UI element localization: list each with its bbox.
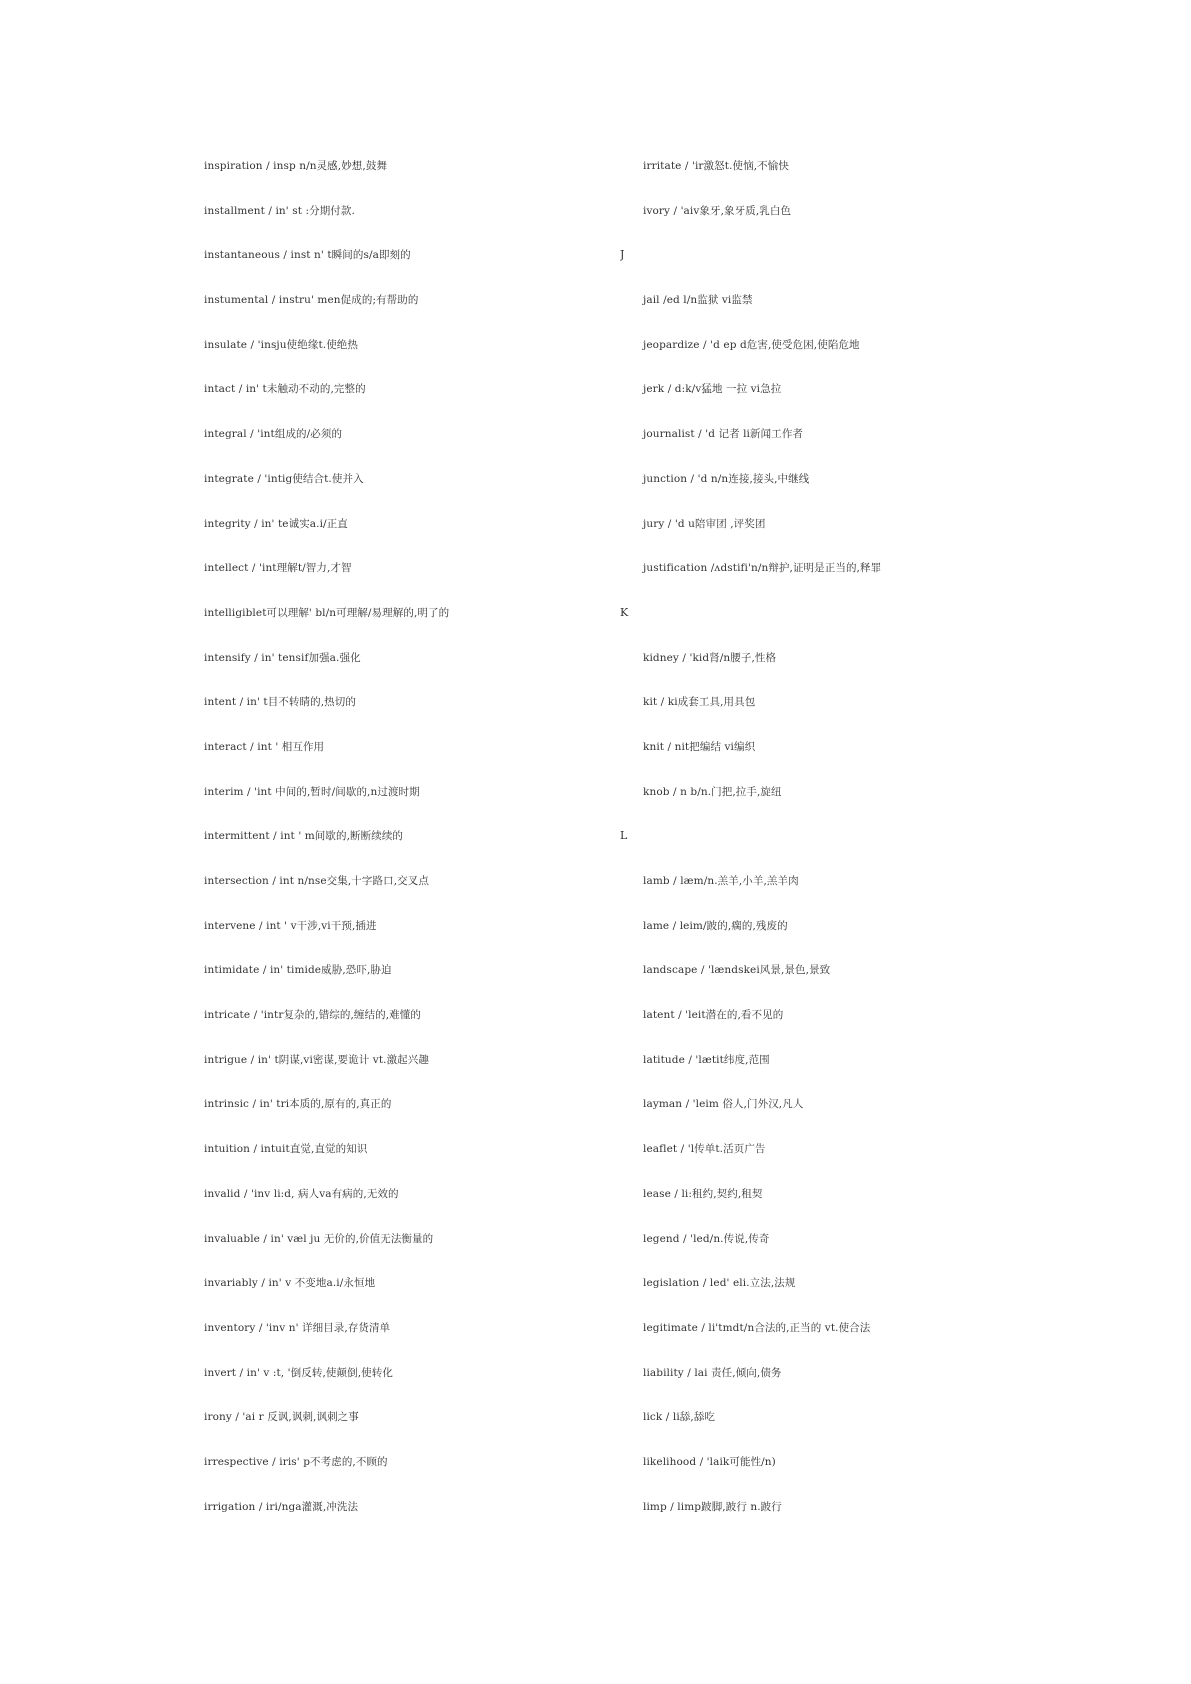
glossary-entry: irrespective / iris' p不考虑的,不顾的: [204, 1455, 388, 1468]
glossary-entry: inventory / 'inv n' 详细目录,存货清单: [204, 1321, 391, 1334]
glossary-entry: installment / in' st :分期付款.: [204, 204, 355, 217]
glossary-entry: intensify / in' tensif加强a.强化: [204, 651, 361, 664]
glossary-entry: invariably / in' v 不变地a.i/永恒地: [204, 1277, 376, 1290]
glossary-entry: jeopardize / 'd ep d危害,使受危困,使陷危地: [643, 338, 860, 351]
glossary-entry: lease / li:租约,契约,租契: [643, 1187, 763, 1200]
glossary-entry: kit / ki成套工具,用具包: [643, 696, 756, 709]
glossary-entry: intervene / int ' v干涉,vi干预,插进: [204, 919, 377, 932]
glossary-entry: leaflet / 'l传单t.活页广告: [643, 1143, 766, 1156]
glossary-entry: legend / 'led/n.传说,传奇: [643, 1232, 770, 1245]
glossary-entry: integrity / in' te诚实a.i/正直: [204, 517, 348, 530]
section-letter: K: [620, 605, 629, 619]
glossary-entry: journalist / 'd 记者 li新闻工作者: [643, 428, 804, 441]
glossary-entry: integral / 'int组成的/必须的: [204, 428, 343, 441]
glossary-entry: legislation / led' eli.立法,法规: [643, 1277, 796, 1290]
glossary-entry: intact / in' t未触动不动的,完整的: [204, 383, 366, 396]
glossary-entry: lame / leim/跛的,瘸的,残废的: [643, 919, 788, 932]
glossary-entry: latitude / 'lætit纬度,范围: [643, 1053, 770, 1066]
glossary-entry: liability / lai 责任,倾向,债务: [643, 1366, 782, 1379]
glossary-entry: intersection / int n/nse交集,十字路口,交叉点: [204, 875, 429, 887]
glossary-entry: interim / 'int 中间的,暂时/间歇的,n过渡时期: [204, 785, 420, 798]
glossary-entry: legitimate / li'tmdt/n合法的,正当的 vt.使合法: [643, 1321, 871, 1334]
glossary-entry: justification /ʌdstifi'n/n辩护,证明是正当的,释罪: [643, 562, 882, 575]
glossary-entry: intricate / 'intr复杂的,错综的,缠结的,难懂的: [204, 1009, 421, 1022]
right-column: [620, 158, 1040, 1543]
glossary-entry: intrigue / in' t阴谋,vi密谋,要诡计 vt.激起兴趣: [204, 1053, 429, 1066]
glossary-entry: lick / li舔,舔吃: [643, 1411, 716, 1424]
glossary-entry: jury / 'd u陪审团 ,评奖团: [643, 517, 766, 530]
glossary-entry: likelihood / 'laik可能性/n): [643, 1455, 776, 1468]
glossary-entry: layman / 'leim 俗人,门外汉,凡人: [643, 1098, 804, 1111]
glossary-entry: irony / 'ai r 反讽,讽刺,讽刺之事: [204, 1411, 359, 1424]
glossary-entry: jail /ed l/n监狱 vi监禁: [643, 294, 753, 307]
glossary-entry: knob / n b/n.门把,拉手,旋纽: [643, 785, 782, 798]
glossary-entry: junction / 'd n/n连接,接头,中继线: [643, 472, 810, 485]
glossary-entry: irritate / 'ir激怒t.使恼,不愉快: [643, 160, 789, 172]
glossary-entry: invert / in' v :t, '倒反转,使颠倒,使转化: [204, 1366, 393, 1379]
glossary-entry: intent / in' t目不转睛的,热切的: [204, 696, 356, 709]
glossary-entry: intermittent / int ' m间歇的,断断续续的: [204, 830, 404, 843]
glossary-entry: invalid / 'inv li:d, 病人va有病的,无效的: [204, 1187, 399, 1200]
glossary-entry: irrigation / iri/nga灌溉,冲洗法: [204, 1500, 359, 1513]
glossary-entry: lamb / læm/n.羔羊,小羊,羔羊肉: [643, 875, 799, 887]
section-letter: L: [620, 829, 628, 843]
glossary-entry: intimidate / in' timide威胁,恐吓,胁迫: [204, 964, 392, 977]
glossary-entry: jerk / d:k/v猛地 一拉 vi急拉: [643, 383, 782, 396]
glossary-entry: intuition / intuit直觉,直觉的知识: [204, 1143, 368, 1156]
glossary-entry: intelligiblet可以理解' bl/n可理解/易理解的,明了的: [204, 606, 450, 619]
left-column: [204, 158, 604, 1543]
glossary-entry: intrinsic / in' tri本质的,原有的,真正的: [204, 1098, 392, 1111]
glossary-entry: instumental / instru' men促成的;有帮助的: [204, 294, 419, 307]
glossary-entry: invaluable / in' væl ju 无价的,价值无法衡量的: [204, 1232, 434, 1245]
glossary-entry: intellect / 'int理解t/智力,才智: [204, 562, 352, 575]
glossary-entry: instantaneous / inst n' t瞬间的s/a即刻的: [204, 249, 411, 262]
section-letter: J: [620, 248, 625, 262]
glossary-entry: interact / int ' 相互作用: [204, 740, 325, 753]
glossary-entry: latent / 'leit潜在的,看不见的: [643, 1009, 784, 1022]
glossary-entry: insulate / 'insju使绝缘t.使绝热: [204, 338, 359, 351]
glossary-entry: limp / limp跛脚,跛行 n.跛行: [643, 1500, 782, 1513]
glossary-entry: inspiration / insp n/n灵感,妙想,鼓舞: [204, 160, 388, 172]
glossary-entry: integrate / 'intig使结合t.使并入: [204, 472, 364, 485]
glossary-entry: knit / nit把编结 vi编织: [643, 740, 756, 753]
glossary-entry: landscape / 'lændskei风景,景色,景致: [643, 964, 831, 977]
glossary-entry: ivory / 'aiv象牙,象牙质,乳白色: [643, 204, 792, 217]
glossary-entry: kidney / 'kid肾/n腰子,性格: [643, 651, 777, 664]
